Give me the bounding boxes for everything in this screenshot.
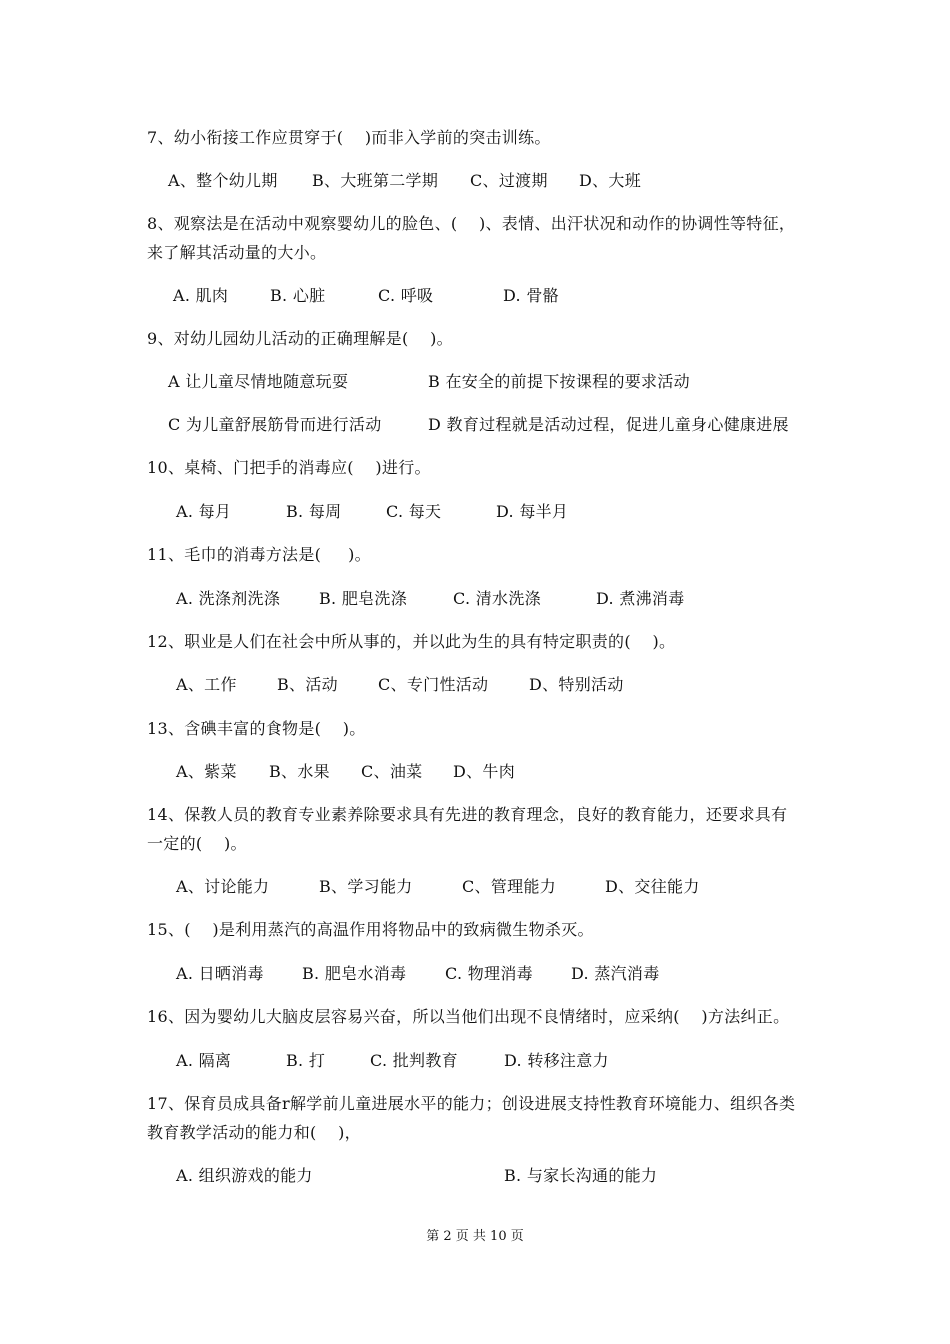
question-7-option-d: D、大班 [579,171,642,190]
question-8-stem-line-1: 8、观察法是在活动中观察婴幼儿的脸色、( )、表情、出汗状况和动作的协调性等特征， [147,214,796,233]
question-8-option-d: D. 骨骼 [503,286,559,305]
question-13-option-d: D、牛肉 [453,762,516,781]
question-14-option-c: C、管理能力 [462,877,557,896]
question-10-option-c: C. 每天 [386,502,442,521]
question-15-option-c: C. 物理消毒 [445,964,533,983]
question-8-stem-line-2: 来了解其活动量的大小。 [147,243,327,262]
question-8-option-a: A. 肌肉 [173,286,229,305]
question-16-option-c: C. 批判教育 [370,1051,458,1070]
question-17-stem-line-1: 17、保育员成具备r解学前儿童进展水平的能力；创设进展支持性教育环境能力、组织各类 [147,1094,796,1113]
question-15-option-a: A. 日晒消毒 [176,964,264,983]
question-17-option-a: A. 组织游戏的能力 [176,1166,313,1185]
question-10-option-b: B. 每周 [286,502,342,521]
question-11-option-a: A. 洗涤剂洗涤 [176,589,281,608]
question-9-option-b: B 在安全的前提下按课程的要求活动 [428,372,690,391]
question-13-stem: 13、含碘丰富的食物是( )。 [147,719,366,738]
question-16-stem: 16、因为婴幼儿大脑皮层容易兴奋，所以当他们出现不良情绪时，应采纳( )方法纠正。 [147,1007,790,1026]
question-12-option-a: A、工作 [176,675,237,694]
question-11-option-d: D. 煮沸消毒 [596,589,685,608]
question-14-stem-line-1: 14、保教人员的教育专业素养除要求具有先进的教育理念，良好的教育能力，还要求具有 [147,805,788,824]
question-16-option-d: D. 转移注意力 [504,1051,609,1070]
question-14-option-a: A、讨论能力 [176,877,270,896]
question-13-option-b: B、水果 [269,762,330,781]
question-17-option-b: B. 与家长沟通的能力 [504,1166,658,1185]
question-8-option-b: B. 心脏 [270,286,326,305]
question-9-stem: 9、对幼儿园幼儿活动的正确理解是( )。 [147,329,453,348]
question-10-option-a: A. 每月 [176,502,232,521]
question-10-stem: 10、桌椅、门把手的消毒应( )进行。 [147,458,431,477]
question-9-option-a: A 让儿童尽情地随意玩耍 [168,372,349,391]
question-11-option-b: B. 肥皂洗涤 [319,589,408,608]
question-11-stem: 11、毛巾的消毒方法是( )。 [147,545,371,564]
question-11-option-c: C. 清水洗涤 [453,589,541,608]
question-14-option-b: B、学习能力 [319,877,413,896]
question-8-option-c: C. 呼吸 [378,286,434,305]
question-12-option-d: D、特别活动 [529,675,624,694]
question-16-option-b: B. 打 [286,1051,326,1070]
question-15-option-b: B. 肥皂水消毒 [302,964,407,983]
page-number-footer: 第 2 页 共 10 页 [426,1229,524,1244]
question-16-option-a: A. 隔离 [176,1051,232,1070]
question-7-option-a: A、整个幼儿期 [168,171,278,190]
question-7-stem: 7、幼小衔接工作应贯穿于( )而非入学前的突击训练。 [147,128,551,147]
question-17-stem-line-2: 教育教学活动的能力和( )， [147,1123,361,1142]
question-14-stem-line-2: 一定的( )。 [147,834,247,853]
question-15-stem: 15、( )是利用蒸汽的高温作用将物品中的致病微生物杀灭。 [147,920,594,939]
question-13-option-c: C、油菜 [361,762,423,781]
question-10-option-d: D. 每半月 [496,502,569,521]
question-15-option-d: D. 蒸汽消毒 [571,964,660,983]
question-7-option-c: C、过渡期 [470,171,548,190]
question-9-option-d: D 教育过程就是活动过程，促进儿童身心健康进展 [428,415,789,434]
question-12-option-c: C、专门性活动 [378,675,489,694]
question-13-option-a: A、紫菜 [176,762,237,781]
question-14-option-d: D、交往能力 [605,877,700,896]
question-12-stem: 12、职业是人们在社会中所从事的，并以此为生的具有特定职责的( )。 [147,632,676,651]
question-12-option-b: B、活动 [277,675,338,694]
question-7-option-b: B、大班第二学期 [312,171,439,190]
question-9-option-c: C 为儿童舒展筋骨而进行活动 [168,415,382,434]
